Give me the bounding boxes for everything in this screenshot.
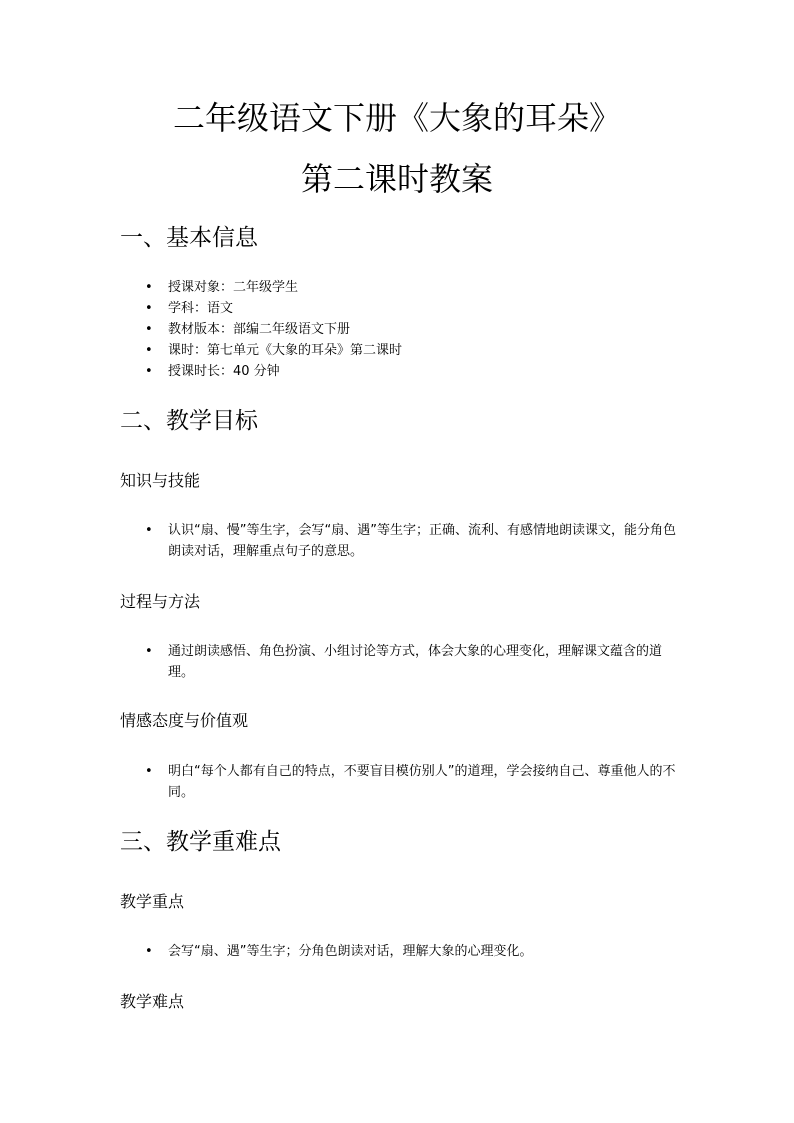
subheading-key-point: 教学重点 <box>120 892 185 911</box>
list-item: • 通过朗读感悟、角色扮演、小组讨论等方式，体会大象的心理变化，理解课文蕴含的道理。 <box>120 641 680 683</box>
list-item: • 认识“扇、慢”等生字，会写“扇、遇”等生字；正确、流利、有感情地朗读课文，能分角色朗读对话，理解重点句子的意思。 <box>120 520 680 562</box>
list-item: • 会写“扇、遇”等生字；分角色朗读对话，理解大象的心理变化。 <box>120 941 680 962</box>
subheading-knowledge-skills: 知识与技能 <box>120 471 201 490</box>
list-item: • 学科：语文 <box>120 298 680 319</box>
list-item: • 授课对象：二年级学生 <box>120 277 680 298</box>
basic-info-list <box>120 277 680 382</box>
section-heading-basic-info: 一、基本信息 <box>120 225 258 251</box>
title-line-2: 第二课时教案 <box>300 160 493 198</box>
section-heading-objectives: 二、教学目标 <box>120 408 258 434</box>
subheading-values: 情感态度与价值观 <box>120 711 249 730</box>
title-line-1: 二年级语文下册《大象的耳朵》 <box>172 99 621 137</box>
list-item: • 教材版本：部编二年级语文下册 <box>120 319 680 340</box>
knowledge-skills-list <box>120 520 680 562</box>
process-method-list <box>120 641 680 683</box>
key-point-list <box>120 941 680 962</box>
subheading-process-method: 过程与方法 <box>120 592 201 611</box>
subheading-difficult-point: 教学难点 <box>120 992 185 1011</box>
list-item: • 授课时长：40 分钟 <box>120 361 680 382</box>
list-item: • 明白“每个人都有自己的特点，不要盲目模仿别人”的道理，学会接纳自己、尊重他人的不同。 <box>120 761 680 803</box>
values-list <box>120 761 680 803</box>
section-heading-key-points: 三、教学重难点 <box>120 829 281 855</box>
list-item: • 课时：第七单元《大象的耳朵》第二课时 <box>120 340 680 361</box>
